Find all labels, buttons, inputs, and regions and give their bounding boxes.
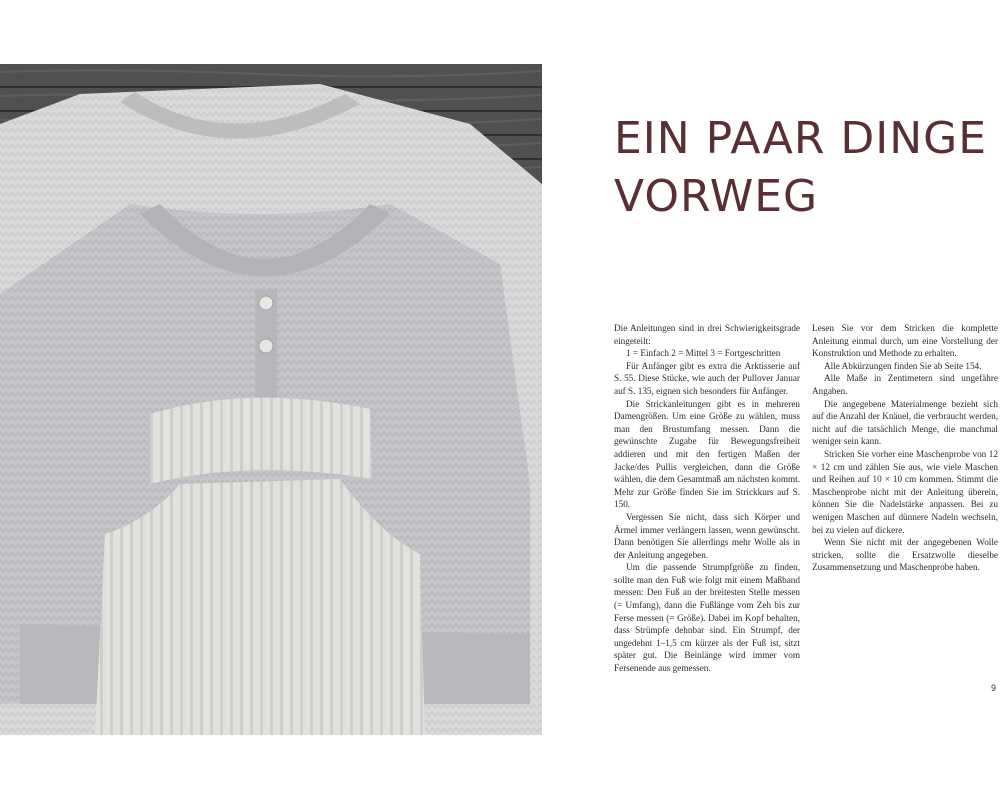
text-column-left — [614, 322, 800, 675]
page-number: 9 — [991, 683, 997, 693]
paragraph: Alle Maße in Zentimetern sind ungefähre Angaben. — [812, 373, 998, 396]
button-top — [259, 296, 273, 310]
knitted-sweaters-photo — [0, 64, 542, 735]
paragraph: Alle Abkürzungen finden Sie ab Seite 154. — [824, 360, 982, 371]
paragraph: Um die passende Strumpfgröße zu finden, sollte man den Fuß wie folgt mit einem Maßband messen: Den Fuß an der breitesten Stelle messen (= Umfang), dann die Fußlänge vom Zeh bis zur Ferse messen (= Größe). Dabei im Kopf behalten, dass Strümpfe dehnbar sind. Ein Strumpf, der ungedehnt 1–1,5 cm kürzer als der Fuß ist, sitzt später gut. Die Beinlänge wird immer vom Fersenende aus gemessen. — [614, 562, 800, 674]
paragraph: Die Anleitungen sind in drei Schwierigkeitsgrade eingeteilt: — [614, 323, 800, 346]
text-column-right — [812, 322, 998, 574]
paragraph: Wenn Sie nicht mit der angegebenen Wolle stricken, sollte die Ersatzwolle dieselbe Zusammensetzung und Maschenprobe haben. — [812, 537, 998, 573]
paragraph: Die angegebene Materialmenge bezieht sich auf die Anzahl der Knäuel, die verbraucht werden, nicht auf die tatsächlich Menge, die manchmal weniger sein kann. — [812, 398, 998, 447]
page-title-line-1: EIN PAAR DINGE — [614, 113, 988, 164]
page-title — [614, 110, 994, 226]
paragraph: 1 = Einfach 2 = Mittel 3 = Fortgeschritten — [626, 348, 781, 359]
paragraph: Lesen Sie vor dem Stricken die komplette Anleitung einmal durch, um eine Vorstellung der Konstruktion und Methode zu erhalten. — [812, 323, 998, 359]
paragraph: Die Strickanleitungen gibt es in mehreren Damengrößen. Um eine Größe zu wählen, muss man den Brustumfang messen. Dann die gewünschte Zugabe für Bewegungsfreiheit addieren und mit den fertigen Maßen der Jacke/des Pullis vergleichen, dann die Größe wählen, die dem Gesamtmaß am nächsten kommt. Mehr zur Größe finden Sie im Strickkurs auf S. 150. — [614, 398, 800, 510]
paragraph: Für Anfänger gibt es extra die Arktisserie auf S. 55. Diese Stücke, wie auch der Pullover Januar auf S. 135, eignen sich besonders für Anfänger. — [614, 360, 800, 396]
paragraph: Stricken Sie vorher eine Maschenprobe von 12 × 12 cm und zählen Sie aus, wie viele Maschen und Reihen auf 10 × 10 cm kommen. Stimmt die Maschenprobe nicht mit der Anleitung überein, können Sie die Nadelstärke anpassen. Bei zu wenigen Maschen auf dünnere Nadeln wechseln, bei zu vielen auf dickere. — [812, 448, 998, 535]
button-bottom — [259, 339, 273, 353]
page-title-line-2: VORWEG — [614, 171, 819, 222]
paragraph: Vergessen Sie nicht, dass sich Körper und Ärmel immer verlängern lassen, wenn gewünscht. Dann benötigen Sie allerdings mehr Wolle als in der Anleitung angegeben. — [614, 511, 800, 560]
